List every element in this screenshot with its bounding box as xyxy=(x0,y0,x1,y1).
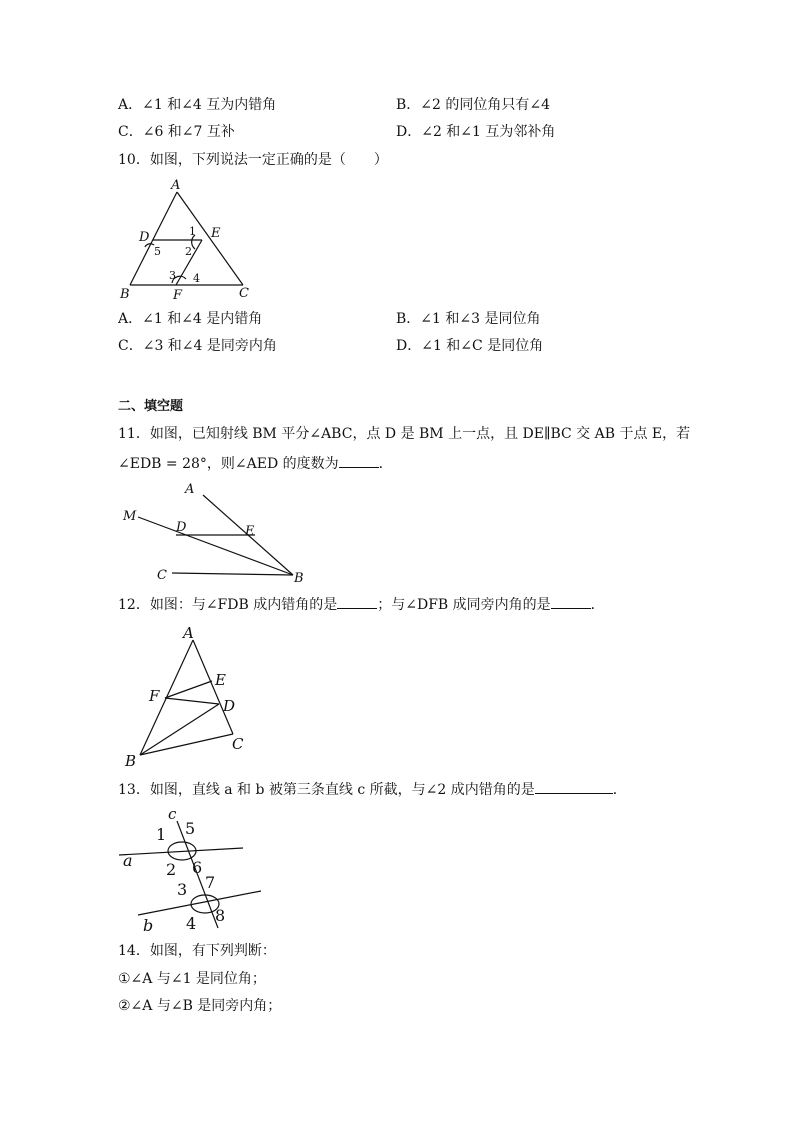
q10-label-d: D xyxy=(139,230,150,245)
q11-ray-figure xyxy=(115,478,315,588)
q11-line2 xyxy=(118,455,393,473)
q10-angle-2: 2 xyxy=(185,245,192,258)
q10-angle-5: 5 xyxy=(154,245,161,258)
q10-label-e: E xyxy=(211,226,221,241)
q12-stem xyxy=(118,596,605,614)
q12-triangle-figure xyxy=(115,622,265,772)
q10-triangle-figure xyxy=(110,175,270,305)
q13-label-b: b xyxy=(143,916,154,935)
q12-text-2: ；与∠DFB 成同旁内角的是 xyxy=(377,597,551,613)
q11-line2-text: ∠EDB = 28°，则∠AED 的度数为 xyxy=(118,456,339,472)
q13-answer-blank xyxy=(535,781,613,794)
q12-text-1: 12．如图：与∠FDB 成内错角的是 xyxy=(118,597,338,613)
q12-answer-blank-1 xyxy=(337,596,377,609)
q10-label-a: A xyxy=(171,178,181,193)
q11-label-a: A xyxy=(185,482,195,497)
q10-angle-3: 3 xyxy=(169,269,176,282)
q11-label-c: C xyxy=(157,568,167,583)
q14-item-2: ②∠A 与∠B 是同旁内角； xyxy=(118,998,282,1014)
q12-label-d: D xyxy=(223,697,236,715)
q13-label-c: c xyxy=(168,805,177,823)
q13-angle-3: 3 xyxy=(177,880,188,899)
q13-angle-6: 6 xyxy=(192,858,203,877)
q10-option-d: D．∠1 和∠C 是同位角 xyxy=(396,338,544,354)
q11-label-e: E xyxy=(245,524,255,539)
q11-label-d: D xyxy=(176,520,187,535)
section-title: 二、填空题 xyxy=(118,399,184,414)
q13-text-end: ． xyxy=(612,782,627,798)
q11-line1: 11．如图，已知射线 BM 平分∠ABC，点 D 是 BM 上一点，且 DE∥BC 交 AB 于点 E，若 xyxy=(118,426,691,442)
q9-option-a: A．∠1 和∠4 互为内错角 xyxy=(118,97,277,113)
q10-angle-1: 1 xyxy=(189,225,196,238)
q13-angle-4: 4 xyxy=(186,914,197,933)
q9-option-c: C．∠6 和∠7 互补 xyxy=(118,124,235,140)
q11-line2-end: ． xyxy=(378,456,393,472)
q12-text-3: ． xyxy=(590,597,605,613)
q10-stem: 10．如图，下列说法一定正确的是（ ） xyxy=(118,152,388,168)
q13-parallel-lines-figure xyxy=(115,803,275,938)
q11-answer-blank xyxy=(339,455,379,468)
q14-item-1: ①∠A 与∠1 是同位角； xyxy=(118,971,266,987)
q12-label-a: A xyxy=(183,624,194,642)
q10-label-c: C xyxy=(239,286,249,301)
q13-stem xyxy=(118,781,627,799)
q9-option-d: D．∠2 和∠1 互为邻补角 xyxy=(396,124,556,140)
q12-label-f: F xyxy=(149,687,160,705)
q12-label-c: C xyxy=(232,735,244,753)
q10-option-a: A．∠1 和∠4 是内错角 xyxy=(118,311,263,327)
q12-label-e: E xyxy=(215,671,226,689)
q10-label-f: F xyxy=(173,288,183,303)
q10-option-b: B．∠1 和∠3 是同位角 xyxy=(396,311,541,327)
q13-label-a: a xyxy=(123,851,133,870)
q14-stem: 14．如图，有下列判断： xyxy=(118,943,276,959)
q13-angle-1: 1 xyxy=(156,825,167,844)
q10-label-b: B xyxy=(120,287,130,302)
q10-angle-4: 4 xyxy=(193,272,200,285)
q13-angle-5: 5 xyxy=(185,819,196,838)
q10-option-c: C．∠3 和∠4 是同旁内角 xyxy=(118,338,277,354)
q9-option-b: B．∠2 的同位角只有∠4 xyxy=(396,97,551,113)
q13-angle-2: 2 xyxy=(166,860,177,879)
q11-label-b: B xyxy=(294,571,304,586)
q12-label-b: B xyxy=(125,752,137,770)
q12-answer-blank-2 xyxy=(551,596,591,609)
q13-text: 13．如图，直线 a 和 b 被第三条直线 c 所截，与∠2 成内错角的是 xyxy=(118,782,535,798)
q13-angle-8: 8 xyxy=(215,906,226,925)
q13-angle-7: 7 xyxy=(205,873,216,892)
q11-label-m: M xyxy=(123,509,137,524)
